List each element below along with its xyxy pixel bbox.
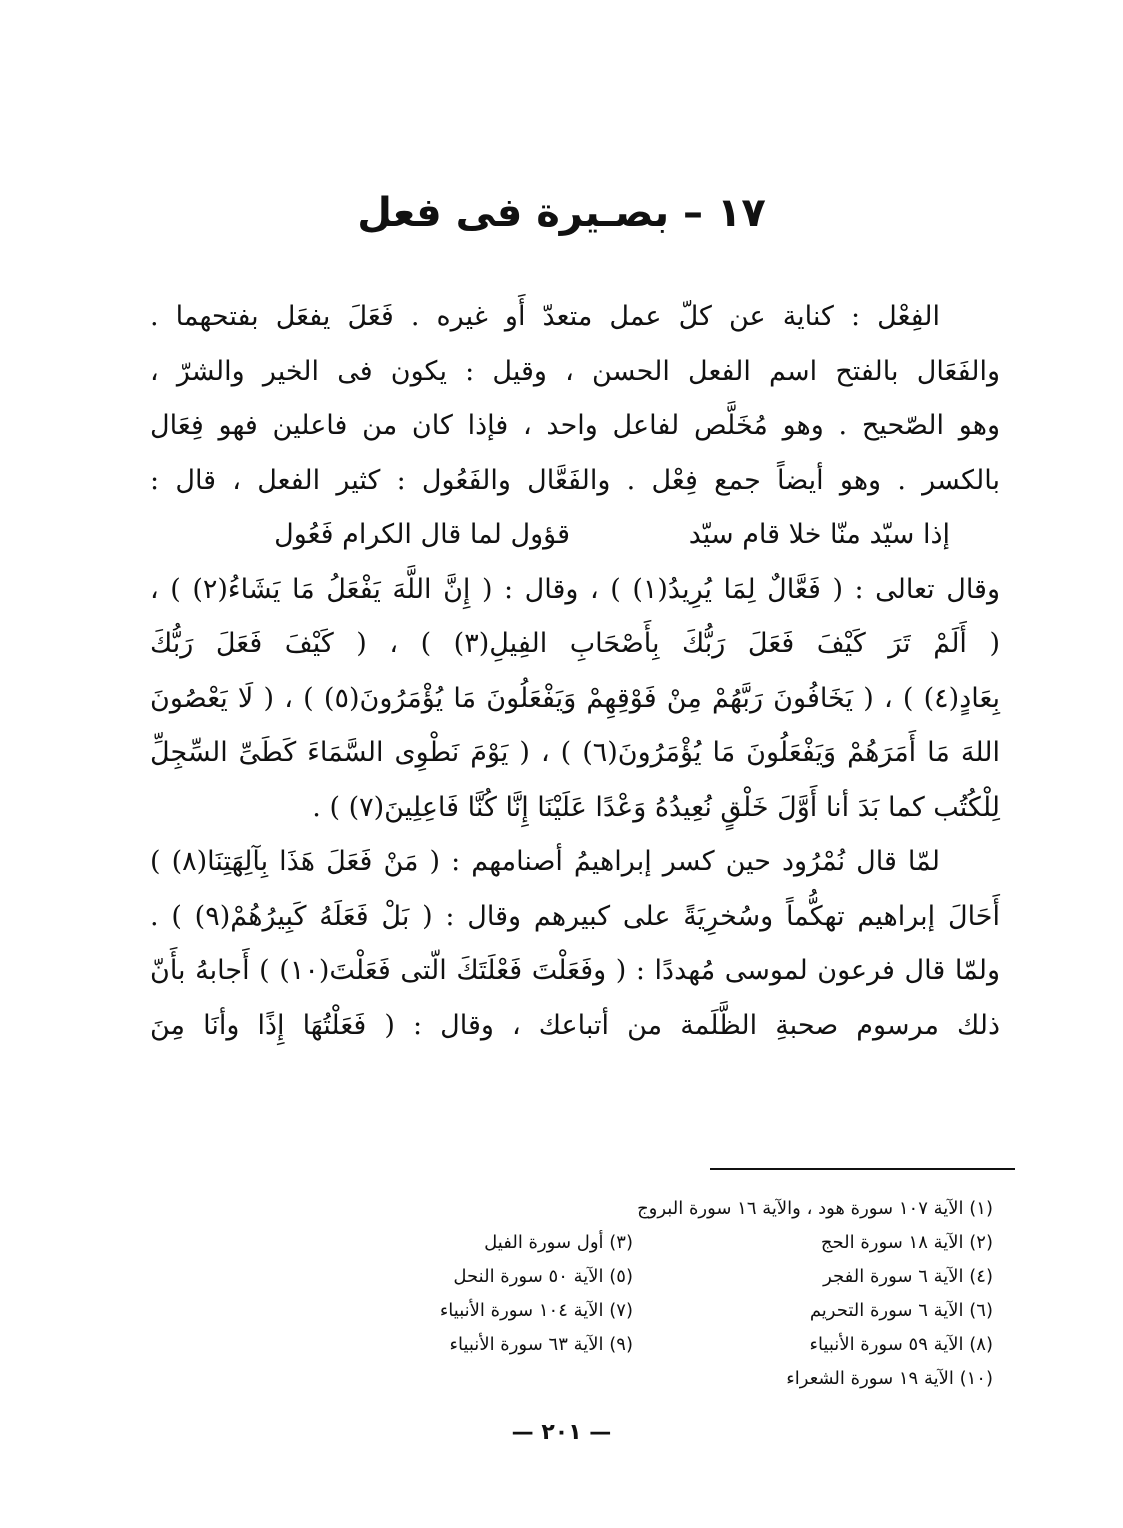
text-line: وهو الصّحيح . وهو مُخَلَّص لفاعل واحد ، فإذا كان من فاعلين فهو فِعَال bbox=[150, 410, 1000, 441]
footnote-1: (١) الآية ١٠٧ سورة هود ، والآية ١٦ سورة البروج bbox=[637, 1198, 993, 1219]
text-line: الفِعْل : كناية عن كلّ عمل متعدّ أَو غيره . فَعَلَ يفعَل بفتحهما . bbox=[150, 301, 940, 332]
footnote-5: (٥) الآية ٥٠ سورة النحل bbox=[453, 1266, 633, 1287]
footnote-7: (٧) الآية ١٠٤ سورة الأنبياء bbox=[439, 1300, 633, 1321]
footnote-6: (٦) الآية ٦ سورة التحريم bbox=[809, 1300, 993, 1321]
verse-hemistich-second: قؤول لما قال الكرام فَعُول bbox=[274, 519, 570, 550]
text-line: ولمّا قال فرعون لموسى مُهددًا : ( وفَعَلْتَ فَعْلَتَكَ الّتى فَعَلْتَ(١٠) ) أَجابهُ بأَنّ bbox=[150, 955, 1000, 986]
footnote-row bbox=[273, 1260, 993, 1294]
text-line: وقال تعالى : ( فَعَّالٌ لِمَا يُرِيدُ(١) ) ، وقال : ( إِنَّ اللَّهَ يَفْعَلُ مَا يَشَاءُ(٢) ) ، bbox=[150, 573, 1001, 605]
text-line: لِلْكُتُب كما بَدَ أنا أَوَّلَ خَلْقٍ نُعِيدُهُ وَعْدًا عَلَيْنَا إِنَّا كُنَّا فَاعِلِينَ(٧) ) . bbox=[312, 791, 1000, 823]
footnote-row bbox=[273, 1294, 993, 1328]
main-text bbox=[150, 290, 1000, 1053]
footnote-4: (٤) الآية ٦ سورة الفجر bbox=[823, 1266, 993, 1287]
text-line: بالكسر . وهو أيضاً جمع فِعْل . والفَعَّال والفَعُول : كثير الفعل ، قال : bbox=[150, 464, 1000, 496]
text-line: ( أَلَمْ تَرَ كَيْفَ فَعَلَ رَبُّكَ بِأَصْحَابِ الفِيلِ(٣) ) ، ( كَيْفَ فَعَلَ رَبُّكَ bbox=[150, 628, 1000, 659]
poetry-verse bbox=[150, 508, 1000, 563]
text-line: أَحَالَ إبراهيم تهكُّماً وسُخرِيَةً على كبيرهم وقال : ( بَلْ فَعَلَهُ كَبِيرُهُمْ(٩) ) . bbox=[150, 900, 1000, 932]
page-number: — ٢٠١ — bbox=[511, 1420, 612, 1445]
text-line: والفَعَال بالفتح اسم الفعل الحسن ، وقيل : يكون فى الخير والشرّ ، bbox=[150, 355, 1000, 387]
footnote-2: (٢) الآية ١٨ سورة الحج bbox=[820, 1232, 993, 1253]
text-line: بِعَادٍ(٤) ) ، ( يَخَافُونَ رَبَّهُمْ مِنْ فَوْقِهِمْ وَيَفْعَلُونَ مَا يُؤْمَرُونَ(٥) ) ، ( لَا يَعْصُونَ bbox=[150, 682, 1000, 714]
verse-hemistich-first: إذا سيّد منّا خلا قام سيّد bbox=[688, 519, 950, 550]
text-line: لمّا قال نُمْرُود حين كسر إبراهيمُ أصنامهم : ( مَنْ فَعَلَ هَذَا بِآلِهَتِنَا(٨) ) bbox=[150, 846, 940, 877]
footnote-3: (٣) أول سورة الفيل bbox=[484, 1232, 633, 1253]
footnotes bbox=[273, 1192, 993, 1396]
footnote-9: (٩) الآية ٦٣ سورة الأنبياء bbox=[449, 1334, 633, 1355]
text-line: ذلك مرسوم صحبةِ الظَّلَمة من أتباعك ، وقال : ( فَعَلْتُهَا إِذًا وأنَا مِنَ bbox=[150, 1009, 1000, 1041]
footnote-8: (٨) الآية ٥٩ سورة الأنبياء bbox=[809, 1334, 993, 1355]
page-title: ١٧ – بصـيرة فى فعل bbox=[357, 190, 766, 236]
footnote-row bbox=[273, 1226, 993, 1260]
footnote-10: (١٠) الآية ١٩ سورة الشعراء bbox=[786, 1368, 993, 1389]
text-line: اللهَ مَا أَمَرَهُمْ وَيَفْعَلُونَ مَا يُؤْمَرُونَ(٦) ) ، ( يَوْمَ نَطْوِى السَّمَاءَ كَطَىِّ السِّجِلِّ bbox=[150, 737, 1000, 768]
footnote-row bbox=[273, 1328, 993, 1362]
footnote-divider bbox=[710, 1168, 1015, 1170]
